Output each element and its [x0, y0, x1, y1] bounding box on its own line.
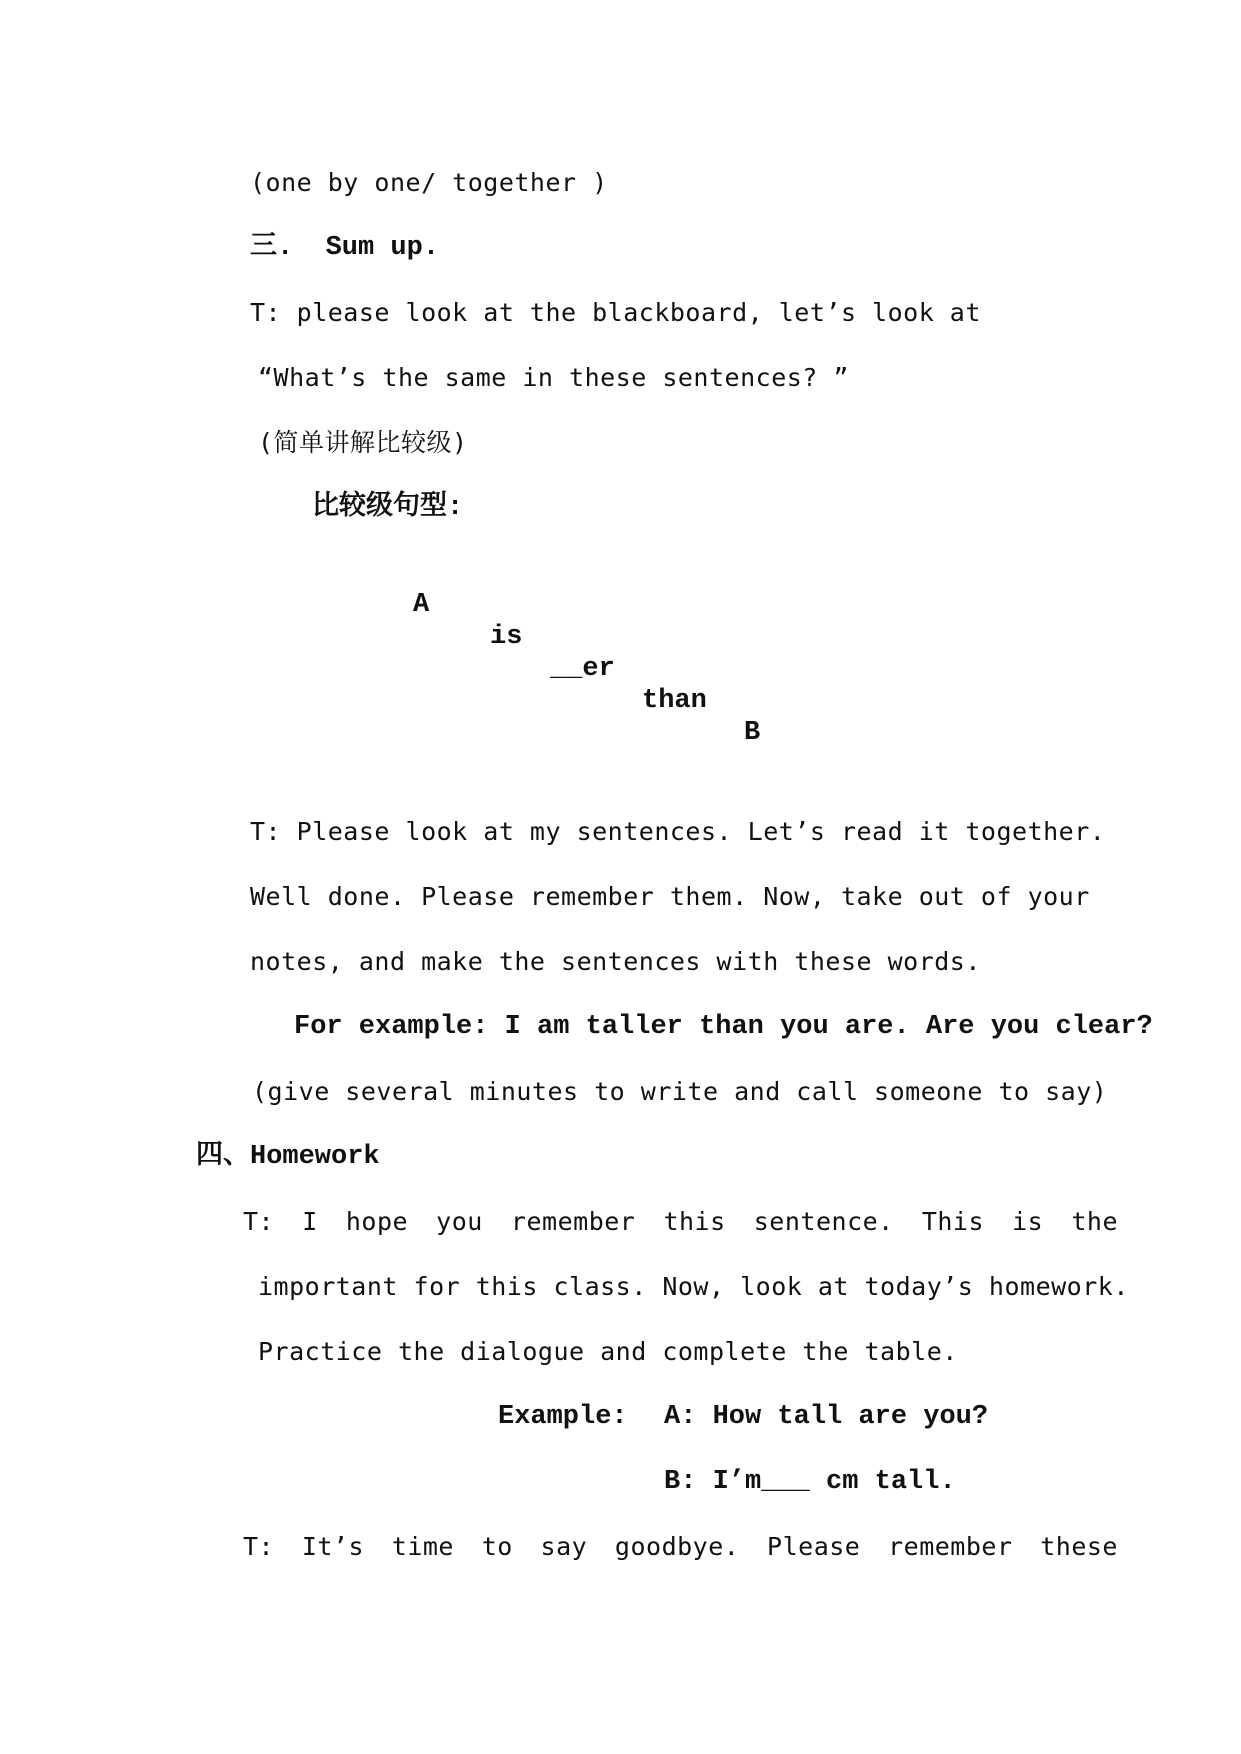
text-line: T: Please look at my sentences. Let’s read it together.	[250, 817, 1106, 846]
pattern-is: is	[490, 622, 523, 652]
text-line: T: It’s time to say goodbye. Please remember these	[243, 1532, 1118, 1561]
text-line: Practice the dialogue and complete the table.	[258, 1337, 958, 1366]
pattern-a: A	[413, 590, 430, 620]
pattern-than: than	[642, 686, 707, 716]
section-heading-homework: 四、Homework	[196, 1142, 380, 1172]
pattern-er: __er	[550, 654, 615, 684]
text-line: important for this class. Now, look at today’s homework.	[258, 1272, 1129, 1301]
text-line: Well done. Please remember them. Now, take out of your	[250, 882, 1090, 911]
text-line: T: please look at the blackboard, let’s look at	[250, 298, 981, 327]
text-line: notes, and make the sentences with these words.	[250, 947, 981, 976]
text-line: T: I hope you remember this sentence. This is the	[243, 1207, 1118, 1236]
comparative-pattern	[0, 557, 1241, 748]
text-line: “What’s the same in these sentences? ”	[258, 363, 849, 392]
section-heading-sum-up: 三. Sum up.	[250, 233, 440, 263]
homework-example-answer: B: I’m___ cm tall.	[664, 1467, 956, 1497]
homework-example-question: A: How tall are you?	[664, 1402, 989, 1432]
example-sentence: For example: I am taller than you are. Are you clear?	[294, 1012, 1153, 1042]
pattern-b: B	[744, 718, 761, 748]
text-line: (give several minutes to write and call someone to say)	[252, 1077, 1108, 1106]
pattern-heading: 比较级句型:	[312, 493, 464, 523]
homework-example-label: Example:	[498, 1402, 628, 1432]
text-line: (one by one/ together )	[250, 168, 608, 197]
text-line: (简单讲解比较级)	[258, 428, 468, 457]
